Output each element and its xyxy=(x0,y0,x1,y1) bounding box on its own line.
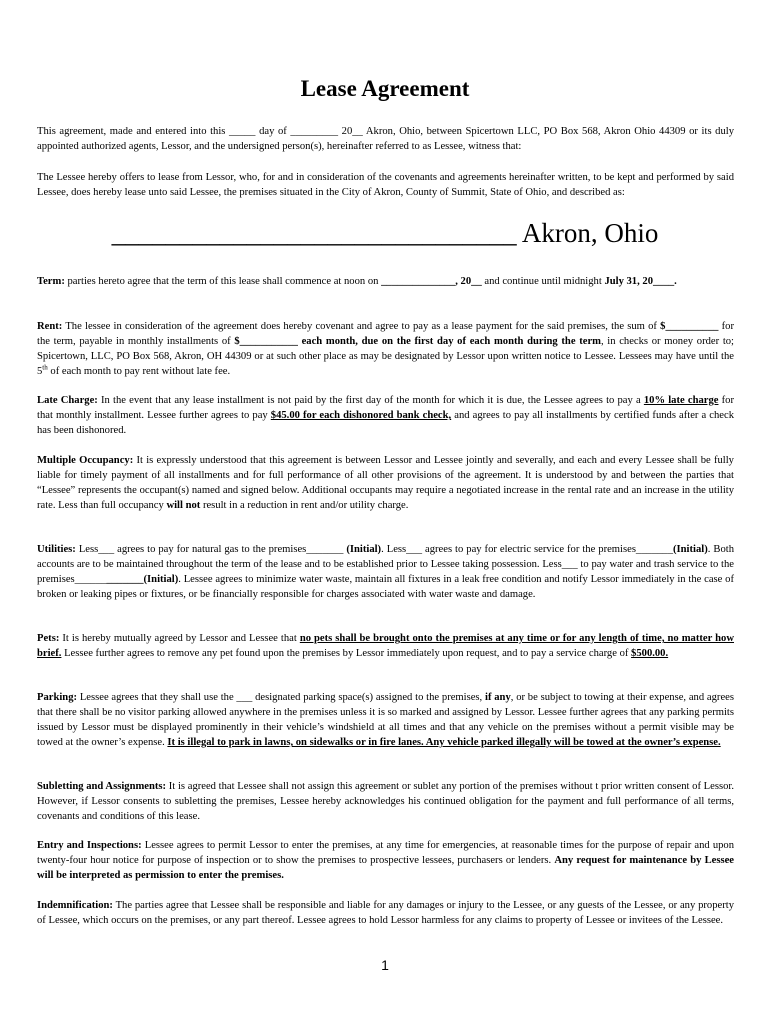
term-end-date: July 31, 20____. xyxy=(604,276,677,287)
document-title: Lease Agreement xyxy=(300,76,470,101)
term-text-2: and continue until midnight xyxy=(481,276,605,287)
offer-paragraph: The Lessee hereby offers to lease from Lessor, who, for and in consideration of the covenants and agreements hereinafter written, to be kept and performed by said Lessee, does hereby lease unto said Lessee, the premises situated in the City of Akron, County of Summit, State of Ohio, and described as: xyxy=(37,172,734,198)
term-start-date: ______________, 20__ xyxy=(381,276,482,287)
pets-paragraph xyxy=(37,631,734,661)
term-label: Term: xyxy=(37,276,65,287)
entry-text: Lessee agrees to permit Lessor to enter the premises, at any time for emergencies, at reasonable times for the purpose of repair and upon twenty-four hour notice for purpose of inspection or to show the premises to prospective lessees, purchasers or lenders. xyxy=(37,840,735,866)
late-charge-label: Late Charge: xyxy=(37,395,98,406)
rent-paragraph xyxy=(37,319,734,379)
rent-text-2: for the term, payable in monthly installments of xyxy=(37,321,734,347)
subletting-label: Subletting and Assignments: xyxy=(37,781,167,792)
dishonored-check-fee: $45.00 for each dishonored bank check, xyxy=(270,410,452,421)
parking-paragraph xyxy=(37,690,734,750)
parking-text-2: , or be subject to towing at their expense, and agrees that there shall be no visitor parking allowed anywhere in the premises unless it is so marked and assigned by Lessor. Lessee further agrees that any parking permits issued by Lessor must be displayed prominently in their vehicle’s windshield at all times and that any vehicle on the premises without a permit visible may be towed at the owner’s expense. xyxy=(37,692,734,748)
intro-paragraph: This agreement, made and entered into this _____ day of _________ 20__ Akron, Ohio, between Spicertown LLC, PO Box 568, Akron Ohio 44309 or its duly appointed authorized agents, Lessor, and the undersigned person(s), hereinafter referred to as Lessee, witness that: xyxy=(37,126,734,152)
rent-text-4: of each month to pay rent without late fee. xyxy=(47,366,231,377)
late-text-1: In the event that any lease installment is not paid by the first day of the month for which it is due, the Lessee agrees to pay a xyxy=(97,395,644,406)
illegal-parking-clause: It is illegal to park in lawns, on sidewalks or in fire lanes. Any vehicle parked illegally will be towed at the owner’s expense. xyxy=(167,737,721,748)
pets-text-2: Lessee further agrees to remove any pet found upon the premises by Lessor immediately upon request, and to pay a service charge of xyxy=(61,648,632,659)
rent-superscript: th xyxy=(42,363,48,372)
subletting-text: It is agreed that Lessee shall not assign this agreement or sublet any portion of the premises without t prior written consent of Lessor. However, if Lessor consents to subletting the premises, Lessee hereby acknowledges his continued obligation for the payment and full performance of all terms, covenants and conditions of this lease. xyxy=(37,781,734,822)
utilities-text-1: Less___ agrees to pay for natural gas to the premises_______ xyxy=(75,544,347,555)
indemnification-label: Indemnification: xyxy=(37,900,113,911)
no-pets-clause: no pets shall be brought onto the premises at any time or for any length of time, no matter how brief. xyxy=(37,633,734,659)
parking-label: Parking: xyxy=(37,692,78,703)
late-charge-paragraph xyxy=(37,393,734,438)
parking-text-1: Lessee agrees that they shall use the ___ designated parking space(s) assigned to the premises, xyxy=(77,692,485,703)
multiple-occupancy-paragraph xyxy=(37,453,734,513)
pets-text-1: It is hereby mutually agreed by Lessor and Lessee that xyxy=(59,633,300,644)
utilities-paragraph xyxy=(37,542,734,602)
occupancy-will-not: will not xyxy=(166,500,201,511)
water-initial: _______(Initial) xyxy=(106,574,179,585)
entry-label: Entry and Inspections: xyxy=(37,840,142,851)
rent-sum: $__________ xyxy=(660,321,719,332)
occupancy-label: Multiple Occupancy: xyxy=(37,455,134,466)
electric-initial: (Initial) xyxy=(673,544,708,555)
late-text-3: and agrees to pay all installments by certified funds after a check has been dishonored. xyxy=(37,410,734,436)
pets-label: Pets: xyxy=(37,633,60,644)
utilities-label: Utilities: xyxy=(37,544,76,555)
late-text-2: for that monthly installment. Lessee further agrees to pay xyxy=(37,395,734,421)
utilities-text-2: . Less___ agrees to pay for electric service for the premises_______ xyxy=(381,544,674,555)
maintenance-permission: Any request for maintenance by Lessee will be interpreted as permission to enter the premises. xyxy=(37,855,735,881)
pet-service-charge: $500.00. xyxy=(631,648,669,659)
gas-initial: (Initial) xyxy=(346,544,382,555)
rent-text-3: , in checks or money order to; Spicertown, LLC, PO Box 568, Akron, OH 44309 or at such other place as may be designated by Lessor upon written notice to Lessee. Lessees may have until the 5 xyxy=(37,336,734,377)
indemnification-paragraph xyxy=(37,898,734,928)
rent-label: Rent: xyxy=(37,321,63,332)
occupancy-text-1: It is expressly understood that this agreement is between Lessor and Lessee jointly and severally, and each and every Lessee shall be fully liable for timely payment of all installments and for full performance of all other provisions of the agreement. It is understood by and between the parties that “Lessee” represents the occupant(s) named and signed below. Additional occupants may require a negotiated increase in the rental rate and an increase in the utility rate. Less than full occupancy xyxy=(37,455,734,511)
rent-text-1: The lessee in consideration of the agreement does hereby covenant and agree to pay as a lease payment for the said premises, the sum of xyxy=(62,321,661,332)
subletting-paragraph xyxy=(37,779,734,824)
term-text: parties hereto agree that the term of this lease shall commence at noon on xyxy=(64,276,382,287)
utilities-text-4: . Lessee agrees to minimize water waste, maintain all fixtures in a leak free condition and notify Lessor immediately in the case of broken or leaking pipes or fixtures, or be financially responsible for charges associated with water waste and damage. xyxy=(37,574,734,600)
indemnification-text: The parties agree that Lessee shall be responsible and liable for any damages or injury to the Lessee, or any guests of the Lessee, or any property of Lessee, which occurs on the premises, or any part thereof. Lessee agrees to hold Lessor harmless for any claims to property of Lessee or invitees of the Lessee. xyxy=(37,900,734,926)
occupancy-text-2: result in a reduction in rent and/or utility charge. xyxy=(200,500,409,511)
utilities-text-3: . Both accounts are to be maintained throughout the term of the lease and to be established prior to Lessee taking possession. Less___ to pay water and trash service to the premises______ xyxy=(37,544,734,585)
parking-if-any: if any xyxy=(485,692,511,703)
page-number: 1 xyxy=(381,957,389,973)
term-paragraph xyxy=(37,274,734,289)
entry-paragraph xyxy=(37,838,734,883)
premises-address: ______________________________ Akron, Ohio xyxy=(111,218,659,248)
late-charge-percent: 10% late charge xyxy=(643,395,719,406)
rent-installment: $___________ each month, due on the first day of each month during the term xyxy=(234,336,601,347)
